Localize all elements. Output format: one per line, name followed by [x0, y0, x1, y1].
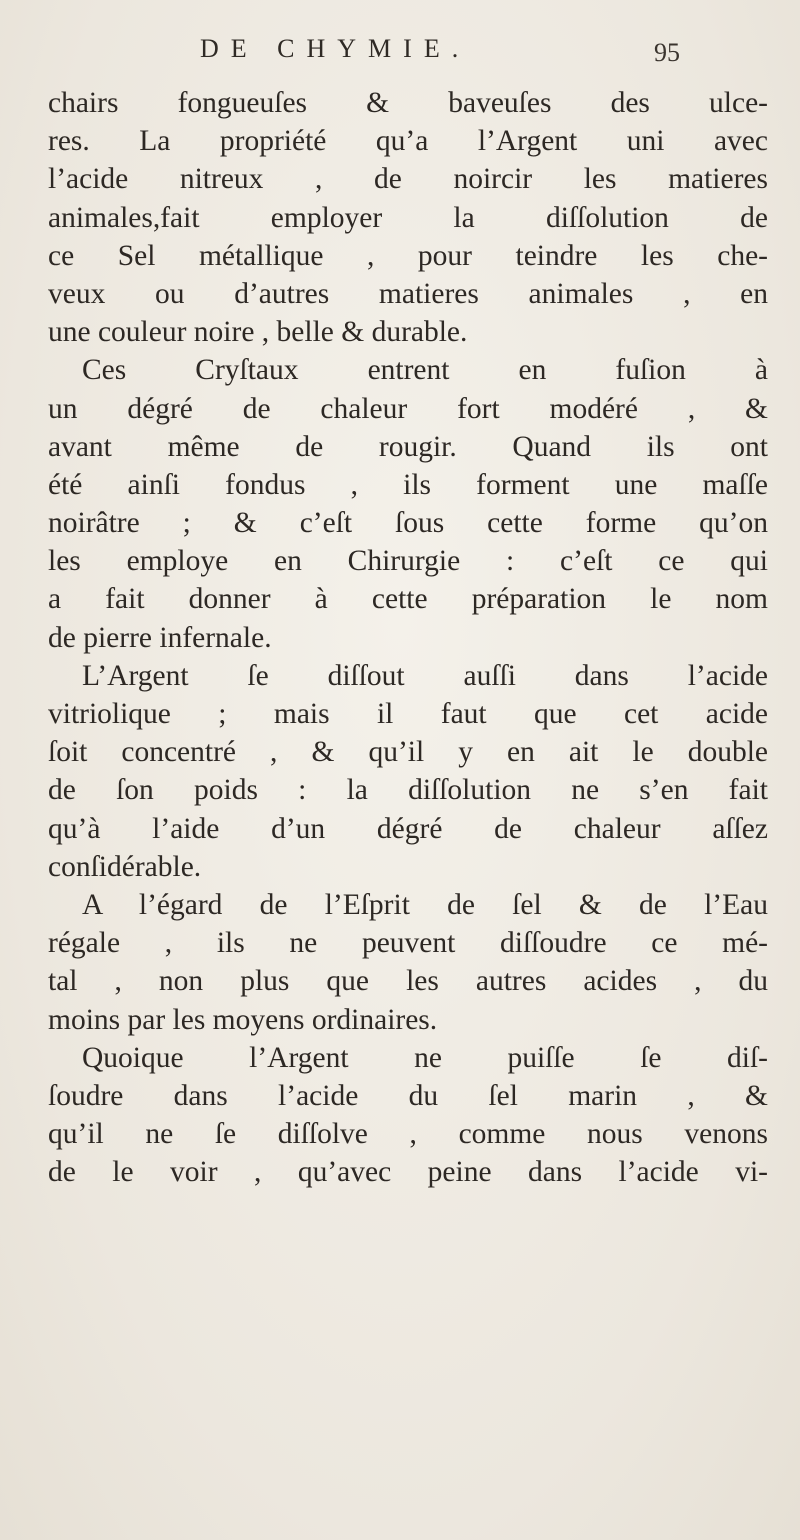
text-line: res. La propriété qu’a l’Argent uni avec: [48, 125, 768, 158]
text-line: conſidérable.: [48, 850, 202, 883]
text-line: Quoique l’Argent ne puiſſe ſe diſ-: [82, 1041, 768, 1074]
text-line: vitriolique ; mais il faut que cet acide: [48, 698, 768, 730]
text-line: les employe en Chirurgie : c’eſt ce qui: [48, 545, 768, 578]
page-number: 95: [654, 38, 680, 67]
text-line: ce Sel métallique , pour teindre les che-: [48, 239, 768, 272]
text-line: tal , non plus que les autres acides , du: [48, 965, 768, 998]
text-line: de ſon poids : la diſſolution ne s’en fait: [48, 774, 768, 807]
text-line: A l’égard de l’Eſprit de ſel & de l’Eau: [82, 888, 768, 921]
text-line: de pierre infernale.: [48, 621, 272, 654]
text-line: de le voir , qu’avec peine dans l’acide vi-: [48, 1156, 768, 1189]
text-line: une couleur noire , belle & durable.: [48, 316, 468, 349]
text-line: régale , ils ne peuvent diſſoudre ce mé-: [48, 927, 768, 960]
text-line: ſoudre dans l’acide du ſel marin , &: [48, 1079, 768, 1112]
text-line: un dégré de chaleur fort modéré , &: [48, 392, 768, 425]
text-line: qu’il ne ſe diſſolve , comme nous venons: [48, 1118, 768, 1151]
text-line: a fait donner à cette préparation le nom: [48, 583, 768, 616]
text-line: animales,fait employer la diſſolution de: [48, 201, 768, 234]
text-line: Ces Cryſtaux entrent en fuſion à: [82, 354, 768, 387]
running-title: DE CHYMIE.: [200, 34, 471, 63]
text-line: avant même de rougir. Quand ils ont: [48, 430, 768, 463]
running-head: [0, 34, 800, 84]
text-line: veux ou d’autres matieres animales , en: [48, 277, 768, 310]
text-line: chairs fongueuſes & baveuſes des ulce-: [48, 87, 768, 119]
text-line: été ainſi fondus , ils forment une maſſe: [48, 468, 768, 501]
text-line: noirâtre ; & c’eſt ſous cette forme qu’on: [48, 507, 768, 540]
body-text: [48, 84, 768, 1191]
text-line: L’Argent ſe diſſout auſſi dans l’acide: [82, 659, 768, 692]
text-line: qu’à l’aide d’un dégré de chaleur aſſez: [48, 812, 768, 845]
text-line: ſoit concentré , & qu’il y en ait le double: [48, 736, 768, 769]
text-line: moins par les moyens ordinaires.: [48, 1003, 438, 1036]
text-line: l’acide nitreux , de noircir les matieres: [48, 163, 768, 196]
